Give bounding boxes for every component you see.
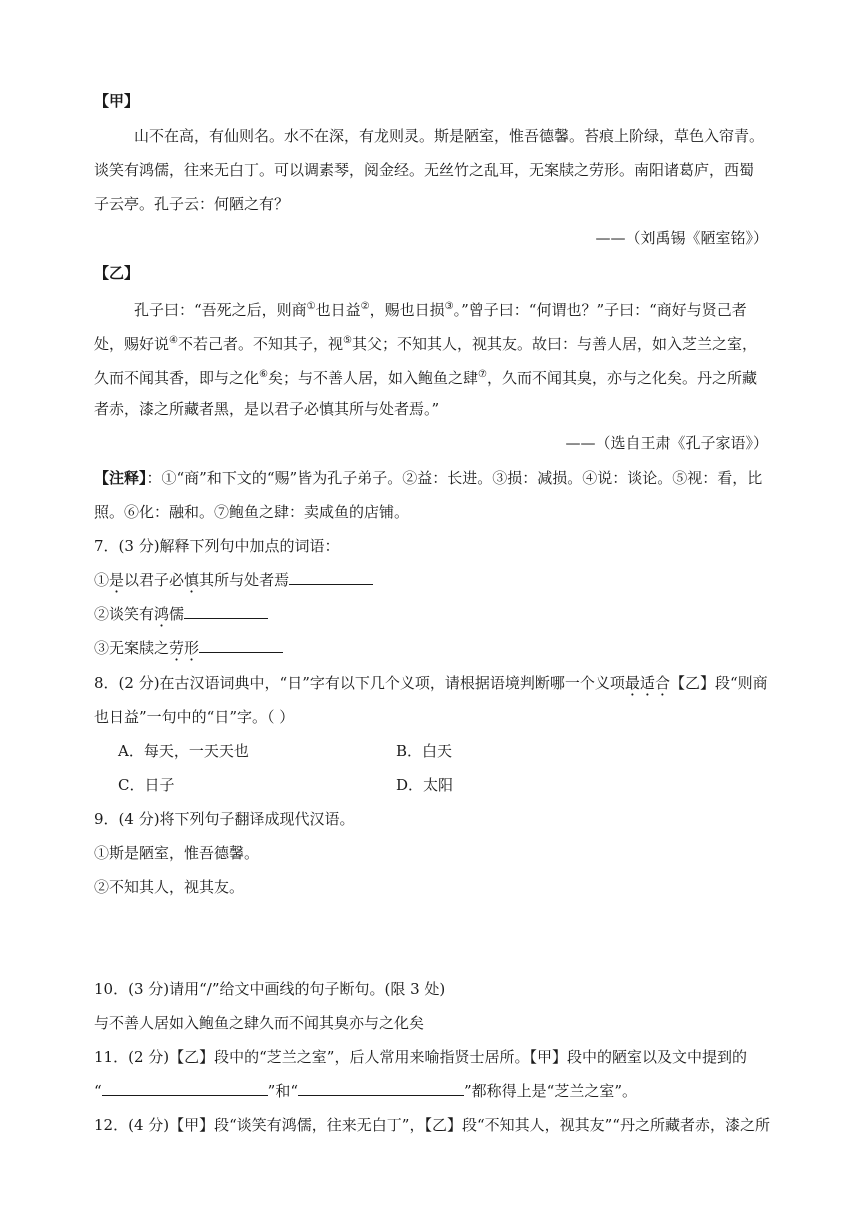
yi-line-4: 者赤，漆之所藏者黑，是以君子必慎其所与处者焉。”: [94, 400, 440, 418]
yi-line-3: 久而不闻其香，即与之化⑥矣；与不善人居，如入鲍鱼之肆⑦，久而不闻其臭，亦与之化矣。丹之所藏: [94, 369, 757, 387]
notes-line-2: 照。⑥化：融和。⑦鲍鱼之肆：卖咸鱼的店铺。: [94, 503, 410, 521]
q8-line-1: 8．(2 分)在古汉语词典中，“日”字有以下几个义项，请根据语境判断哪一个义项最适合【乙】段“则商: [94, 674, 768, 692]
q7-answer-blank-2[interactable]: [184, 604, 268, 619]
q7-answer-blank-1[interactable]: [289, 570, 373, 585]
q8-line-2: 也日益”一句中的“日”字。（ ）: [94, 708, 295, 726]
q9-stem: 9．(4 分)将下列句子翻译成现代汉语。: [94, 810, 355, 828]
yi-line-2: 处，赐好说④不若己者。不知其子，视⑤其父；不知其人，视其友。故曰：与善人居，如入芝兰之室，: [94, 335, 757, 353]
q8-option-a[interactable]: A．每天，一天天也: [118, 742, 249, 760]
q7-item-3: ③无案牍之劳形: [94, 638, 283, 658]
q12-line-1: 12．(4 分)【甲】段“谈笑有鸿儒，往来无白丁”，【乙】段“不知其人，视其友”“丹之所藏者赤，漆之所: [94, 1116, 770, 1134]
q11-answer-blank-1[interactable]: [102, 1081, 268, 1096]
section-jia-label: 【甲】: [94, 92, 140, 110]
jia-line-2: 谈笑有鸿儒，往来无白丁。可以调素琴，阅金经。无丝竹之乱耳，无案牍之劳形。南阳诸葛庐，西蜀: [94, 161, 755, 179]
yi-source: ——（选自王肃《孔子家语》）: [565, 434, 768, 452]
section-yi-label: 【乙】: [94, 264, 140, 282]
yi-line-1: 孔子曰：“吾死之后，则商①也日益②，赐也日损③。”曾子曰：“何谓也？”子曰：“商好与贤己者: [134, 301, 747, 319]
q10-stem: 10．(3 分)请用“/”给文中画线的句子断句。(限 3 处): [94, 980, 446, 998]
q7-item-1: ①是以君子必慎其所与处者焉: [94, 570, 373, 590]
jia-source: ——（刘禹锡《陋室铭》）: [595, 229, 768, 247]
q7-answer-blank-3[interactable]: [199, 638, 283, 653]
jia-line-1: 山不在高，有仙则名。水不在深，有龙则灵。斯是陋室，惟吾德馨。苔痕上阶绿，草色入帘青。: [134, 127, 765, 145]
q9-item-2: ②不知其人，视其友。: [94, 878, 245, 896]
q7-item-2: ②谈笑有鸿儒: [94, 604, 268, 624]
q11-line-2: “ ”和“ ”都称得上是“芝兰之室”。: [94, 1082, 638, 1100]
q7-stem: 7．(3 分)解释下列句中加点的词语：: [94, 537, 340, 555]
q9-item-1: ①斯是陋室，惟吾德馨。: [94, 844, 260, 862]
q10-sentence: 与不善人居如入鲍鱼之肆久而不闻其臭亦与之化矣: [94, 1014, 425, 1032]
q11-answer-blank-2[interactable]: [298, 1081, 464, 1096]
notes-line-1: 【注释】：①“商”和下文的“赐”皆为孔子弟子。②益：长进。③损：减损。④说：谈论。⑤视：看，比: [94, 469, 763, 487]
q11-line-1: 11．(2 分)【乙】段中的“芝兰之室”，后人常用来喻指贤士居所。【甲】段中的陋室以及文中提到的: [94, 1048, 747, 1066]
q8-option-b[interactable]: B．白天: [396, 742, 453, 760]
q8-option-d[interactable]: D．太阳: [396, 776, 454, 794]
q8-option-c[interactable]: C．日子: [118, 776, 175, 794]
jia-line-3: 子云亭。孔子云：何陋之有？: [94, 195, 290, 213]
